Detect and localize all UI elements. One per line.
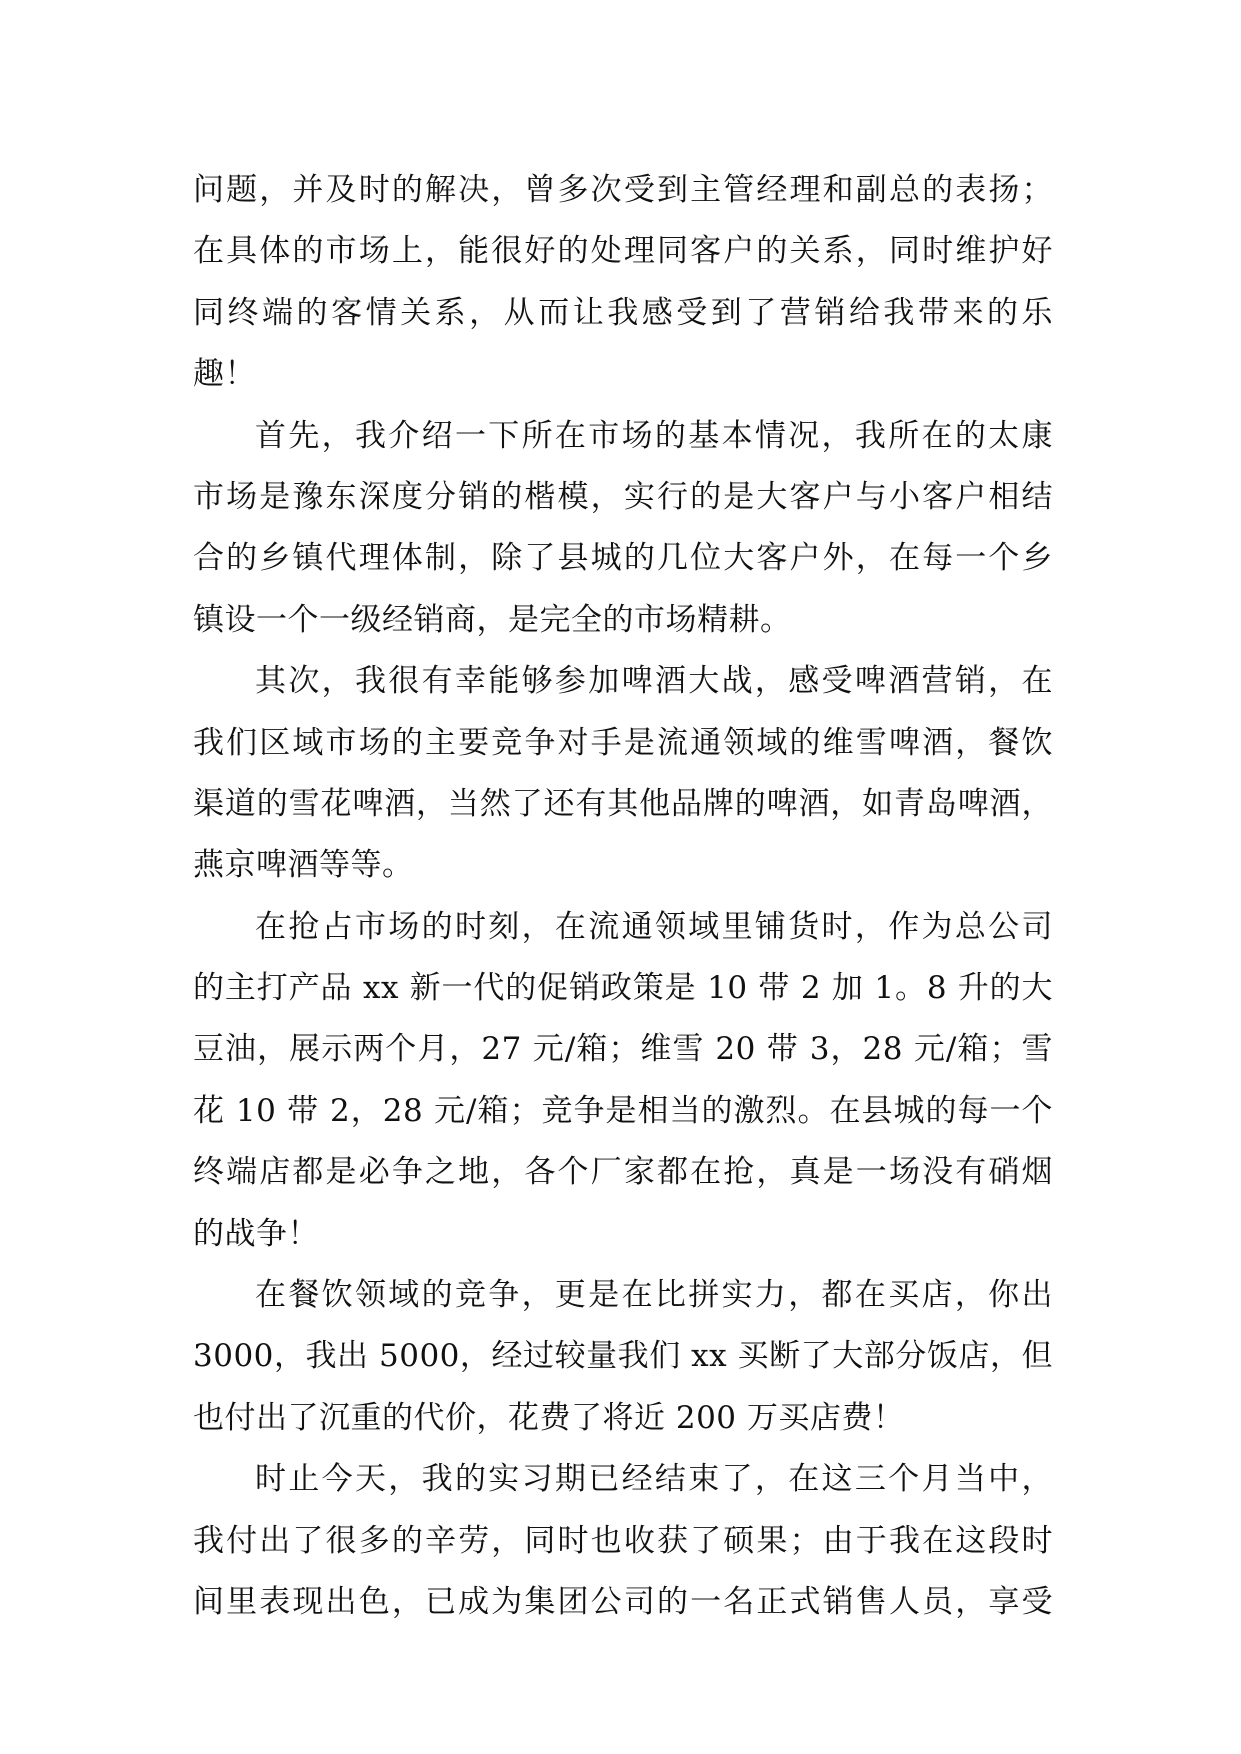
text-line: 渠道的雪花啤酒，当然了还有其他品牌的啤酒，如青岛啤酒， bbox=[193, 785, 1053, 822]
paragraph-first-line: 在抢占市场的时刻，在流通领域里铺货时，作为总公司 bbox=[255, 908, 1053, 945]
text-line: 豆油，展示两个月，27 元/箱；维雪 20 带 3，28 元/箱；雪 bbox=[193, 1031, 1053, 1068]
text-line: 市场是豫东深度分销的楷模，实行的是大客户与小客户相结 bbox=[193, 478, 1053, 515]
text-line: 花 10 带 2，28 元/箱；竞争是相当的激烈。在县城的每一个 bbox=[193, 1092, 1053, 1129]
text-line: 3000，我出 5000，经过较量我们 xx 买断了大部分饭店，但 bbox=[193, 1338, 1053, 1375]
text-line: 在具体的市场上，能很好的处理同客户的关系，同时维护好 bbox=[193, 233, 1053, 270]
text-line: 镇设一个一级经销商，是完全的市场精耕。 bbox=[193, 601, 792, 638]
text-line: 的主打产品 xx 新一代的促销政策是 10 带 2 加 1。8 升的大 bbox=[193, 970, 1053, 1007]
text-line: 的战争！ bbox=[193, 1215, 319, 1252]
text-line: 同终端的客情关系，从而让我感受到了营销给我带来的乐 bbox=[193, 294, 1053, 331]
text-line: 间里表现出色，已成为集团公司的一名正式销售人员，享受 bbox=[193, 1583, 1053, 1620]
text-line: 问题，并及时的解决，曾多次受到主管经理和副总的表扬； bbox=[193, 172, 1053, 208]
text-line: 趣！ bbox=[193, 356, 256, 393]
text-line: 我们区域市场的主要竞争对手是流通领域的维雪啤酒，餐饮 bbox=[193, 724, 1053, 761]
document-body bbox=[193, 160, 1053, 1633]
text-line: 终端店都是必争之地，各个厂家都在抢，真是一场没有硝烟 bbox=[193, 1154, 1053, 1191]
text-line: 也付出了沉重的代价，花费了将近 200 万买店费！ bbox=[193, 1399, 905, 1436]
paragraph-first-line: 时止今天，我的实习期已经结束了，在这三个月当中， bbox=[255, 1461, 1053, 1498]
paragraph-first-line: 首先，我介绍一下所在市场的基本情况，我所在的太康 bbox=[255, 417, 1053, 454]
text-line: 合的乡镇代理体制，除了县城的几位大客户外，在每一个乡 bbox=[193, 540, 1053, 577]
paragraph-first-line: 在餐饮领域的竞争，更是在比拼实力，都在买店，你出 bbox=[255, 1277, 1053, 1314]
text-line: 我付出了很多的辛劳，同时也收获了硕果；由于我在这段时 bbox=[193, 1522, 1053, 1559]
text-line: 燕京啤酒等等。 bbox=[193, 847, 414, 884]
paragraph-first-line: 其次，我很有幸能够参加啤酒大战，感受啤酒营销，在 bbox=[255, 663, 1053, 700]
